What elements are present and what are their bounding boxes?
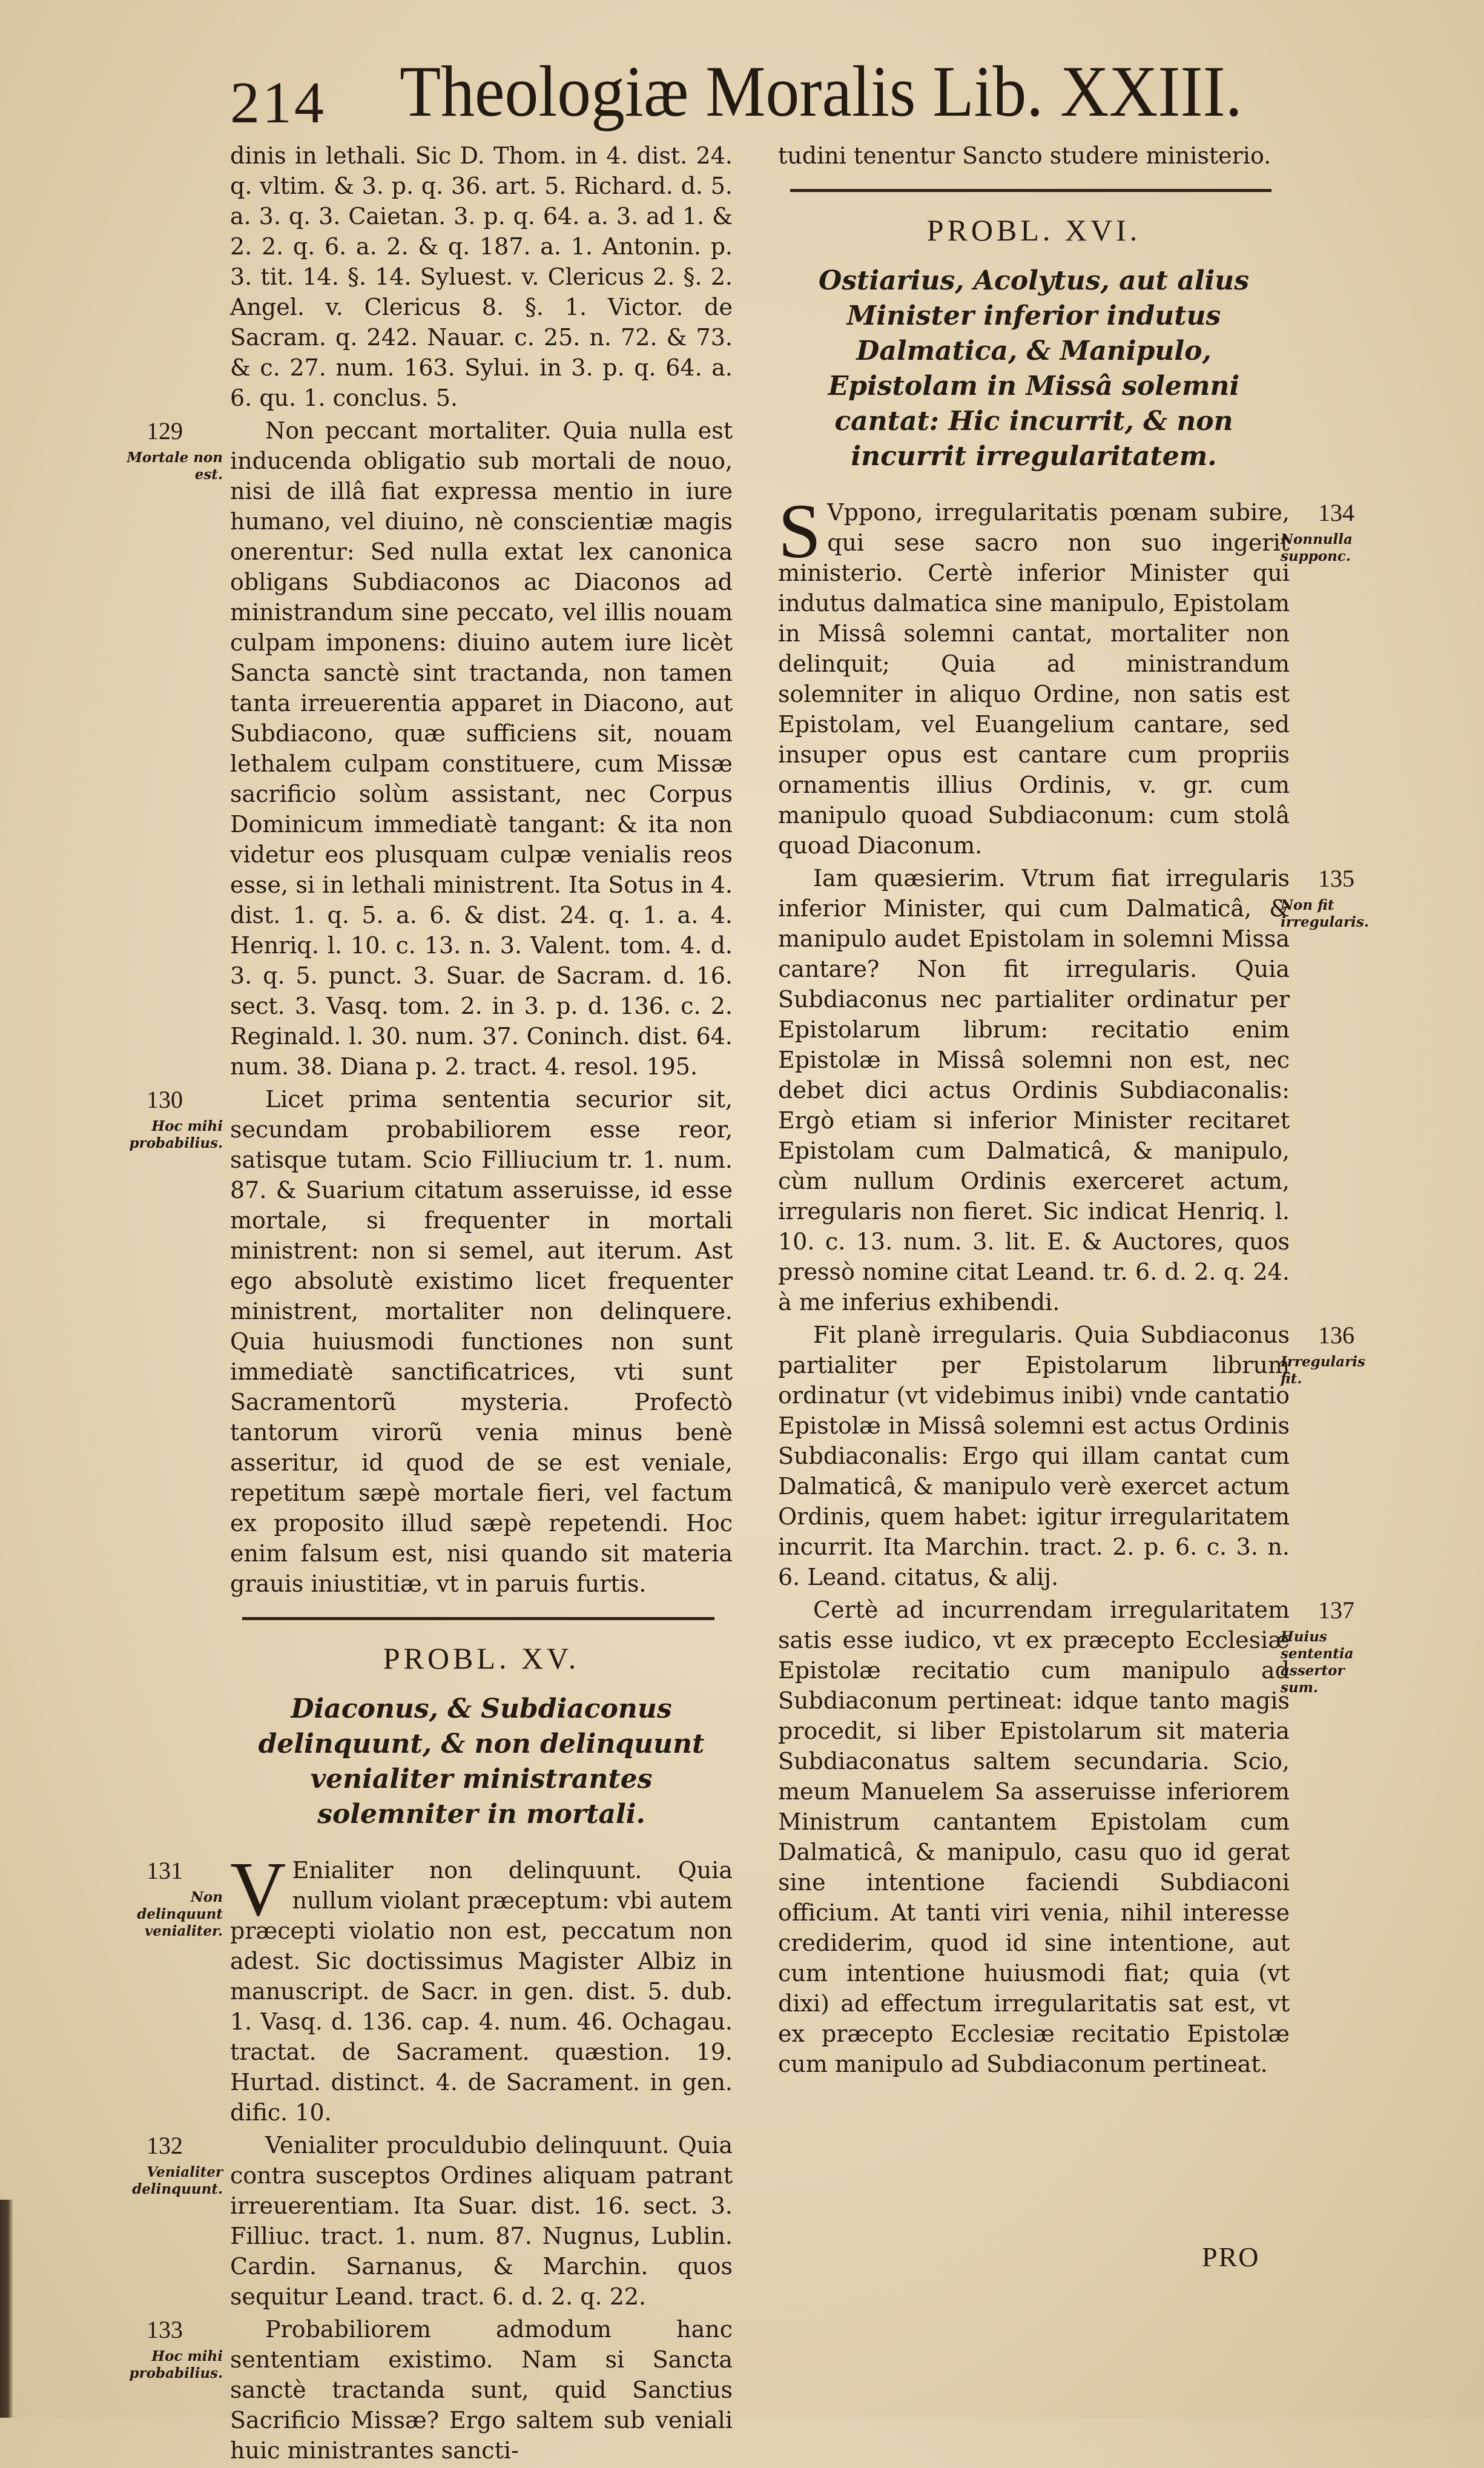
margin-note: Venialiter delinquunt. — [132, 2164, 223, 2197]
problem-heading: PROBL. XV. — [383, 1641, 580, 1675]
paragraph-128-continuation — [230, 141, 733, 413]
paragraph-text: Fit planè irregularis. Quia Subdiaconus partialiter per Epistolarum librum ordinatur (vt videbimus inibi) vnde cantatio Epistolæ in Missâ solemni est actus Ordinis Subdiaconalis: Ergo qui illam cantat cum Dalmaticâ, & manipulo verè exercet actum Ordinis, quem habet: igitur irregularitatem incurrit. Ita Marchin. tract. 2. p. 6. c. 3. n. 6. Leand. citatus, & alij. — [778, 1322, 1290, 1590]
margin-note: Hoc mihi probabilius. — [129, 2348, 223, 2381]
paragraph-number: 137 — [1318, 1596, 1354, 1624]
paragraph-text: tudini tenentur Sancto studere ministerio. — [778, 142, 1271, 169]
paragraph-129 — [127, 415, 733, 1082]
paragraph-133 — [129, 2314, 733, 2466]
paragraph-body: Enialiter non delinquunt. Quia nullum violant præceptum: vbi autem præcepti violatio non est, peccatum non adest. Sic doctissimus Magister Albiz in manuscript. de Sacr. in gen. dist. 5. dub. 1. Vasq. d. 136. cap. 4. num. 46. Ochagau. tractat. de Sacrament. quæstion. 19. Hurtad. distinct. 4. de Sacrament. in gen. dific. 10. — [230, 1857, 733, 2126]
paragraph-133-continuation — [778, 141, 1290, 171]
paragraph-text — [778, 488, 1290, 861]
paragraph-134 — [778, 488, 1354, 861]
paragraph-text — [230, 1846, 733, 2128]
paragraph-number: 129 — [147, 417, 183, 445]
page-edge-shadow — [0, 2200, 13, 2418]
paragraph-135 — [778, 863, 1369, 1317]
paragraph-130 — [129, 1084, 733, 1599]
right-column — [778, 141, 1369, 2082]
paragraph-number: 133 — [147, 2316, 183, 2343]
paragraph-132 — [132, 2130, 733, 2312]
paragraph-text: Iam quæsierim. Vtrum fiat irregularis inferior Minister, qui cum Dalmaticâ, & manipulo audet Epistolam in solemni Missa cantare? Non fit irregularis. Quia Subdiaconus nec partialiter ordinatur per Epistolarum librum: recitatio enim Epistolæ in Missâ solemni non est, nec debet dici actus Ordinis Subdiaconalis: Ergò etiam si inferior Minister recitaret Epistolam cum Dalmaticâ, & manipulo, cùm nullum Ordinis exerceret actum, irregularis non fieret. Sic indicat Henriq. l. 10. c. 13. num. 3. lit. E. & Auctores, quos pressò nomine citat Leand. tr. 6. d. 2. q. 24. à me inferius exhibendi. — [778, 865, 1290, 1315]
margin-note: Irregularis fit. — [1281, 1354, 1365, 1387]
paragraph-137 — [778, 1595, 1354, 2079]
paragraph-text: dinis in lethali. Sic D. Thom. in 4. dist. 24. q. vltim. & 3. p. q. 36. art. 5. Richard. d. 5. a. 3. q. 3. Caietan. 3. p. q. 64. a. 3. ad 1. & 2. 2. q. 6. a. 2. & q. 187. a. 1. Antonin. p. 3. tit. 14. §. 14. Syluest. v. Clericus 2. §. 2. Angel. v. Clericus 8. §. 1. Victor. de Sacram. q. 242. Nauar. c. 25. n. 72. & 73. & c. 27. num. 163. Sylui. in 3. p. q. 64. a. 6. qu. 1. conclus. 5. — [230, 142, 733, 411]
problem-subtitle: Diaconus, & Subdiaconus delinquunt, & non delinquunt venialiter ministrantes solemniter in mortali. — [258, 1693, 705, 1830]
paragraph-number: 132 — [147, 2132, 183, 2159]
paragraph-text: Non peccant mortaliter. Quia nulla est inducenda obligatio sub mortali de nouo, nisi de illâ fiat expressa mentio in iure humano, vel diuino, nè conscientiæ magis onerentur: Sed nulla extat lex canonica obligans Subdiaconos ac Diaconos ad ministrandum sine peccato, vel illis nouam culpam imponens: diuino autem iure licèt Sancta sanctè sint tractanda, non tamen tanta irreuerentia apparet in Diacono, aut Subdiacono, quæ sufficiens sit, nouam lethalem culpam constituere, cum Missæ sacrificio solùm assistant, nec Corpus Dominicum immediatè tangant: & ita non videtur eos plusquam culpæ venialis reos esse, si in lethali ministrent. Ita Sotus in 4. dist. 1. q. 5. a. 6. & dist. 24. q. 1. a. 4. Henriq. l. 10. c. 13. n. 3. Valent. tom. 4. d. 3. q. 5. punct. 3. Suar. de Sacram. d. 16. sect. 3. Vasq. tom. 2. in 3. p. d. 136. c. 2. Reginald. l. 30. num. 37. Coninch. dist. 64. num. 38. Diana p. 2. tract. 4. resol. 195. — [230, 417, 733, 1080]
margin-note: Non delinquunt venialiter. — [137, 1889, 223, 1939]
running-title: Theologiæ Moralis Lib. XXIII. — [400, 51, 1242, 131]
paragraph-body: Vppono, irregularitatis pœnam subire, qui sese sacro non suo ingerit ministerio. Certè inferior Minister qui indutus dalmatica sine manipulo, Epistolam in Missâ solemni cantat, mortaliter non delinquit; Quia ad ministrandum solemniter in aliquo Ordine, non satis est Epistolam, vel Euangelium cantare, sed insuper opus est cantare cum propriis ornamentis illius Ordinis, v. gr. cum manipulo quoad Subdiaconum: cum stolâ quoad Diaconum. — [778, 499, 1290, 859]
paragraph-136 — [778, 1320, 1365, 1592]
paragraph-number: 135 — [1318, 865, 1354, 892]
margin-note: Non fit irregularis. — [1281, 897, 1369, 930]
section-divider — [790, 189, 1271, 192]
problem-subtitle: Ostiarius, Acolytus, aut alius Minister inferior indutus Dalmatica, & Manipulo, Epistolam in Missâ solemni cantat: Hic incurrit, & non incurrit irregularitatem. — [818, 265, 1250, 472]
margin-note: Huius sententia assertor sum. — [1281, 1629, 1354, 1696]
left-column — [127, 141, 733, 2468]
paragraph-131 — [137, 1846, 733, 2128]
margin-note: Hoc mihi probabilius. — [129, 1118, 223, 1151]
paragraph-number: 131 — [147, 1857, 183, 1884]
paragraph-text: Venialiter proculdubio delinquunt. Quia contra susceptos Ordines aliquam patrant irreuerentiam. Ita Suar. dist. 16. sect. 3. Filliuc. tract. 1. num. 87. Nugnus, Lublin. Cardin. Sarnanus, & Marchin. quos sequitur Leand. tract. 6. d. 2. q. 22. — [230, 2132, 733, 2310]
paragraph-number: 136 — [1318, 1322, 1354, 1349]
problem-heading: PROBL. XVI. — [926, 213, 1141, 247]
paragraph-number: 134 — [1318, 499, 1354, 526]
section-divider — [242, 1617, 714, 1620]
paragraph-text: Certè ad incurrendam irregularitatem satis esse iudico, vt ex præcepto Ecclesiæ Epistolæ recitatio cum manipulo ad Subdiaconum pertineat: idque tanto magis procedit, si liber Epistolarum sit materia Subdiaconatus saltem secundaria. Scio, meum Manuelem Sa asseruisse inferiorem Ministrum cantantem Epistolam cum Dalmaticâ, & manipulo, casu quo id gerat sine intentione faciendi Subdiaconi officium. At tanti viri venia, nihil interesse crediderim, quod id sine intentione, aut cum intentione huiusmodi fiat; quia (vt dixi) ad effectum irregularitatis sat est, vt ex præcepto Ecclesiæ recitatio Epistolæ cum manipulo ad Subdiaconum pertineat. — [778, 1596, 1290, 2077]
paragraph-text: Probabiliorem admodum hanc sententiam existimo. Nam si Sancta sanctè tractanda sunt, quid Sanctius Sacrificio Missæ? Ergo saltem sub veniali huic ministrantes sancti- — [230, 2316, 733, 2464]
paragraph-text: Licet prima sententia securior sit, secundam probabiliorem esse reor, satisque tutam. Scio Filliucium tr. 1. num. 87. & Suarium citatum asseruisse, id esse mortale, si frequenter in mortali ministrent: non si semel, aut iterum. Ast ego absolutè existimo licet frequenter ministrent, mortaliter non delinquere. Quia huiusmodi functiones non sunt immediatè sanctificatrices, vti sunt Sacramentorũ mysteria. Profectò tantorum virorũ venia minus benè asseritur, id quod de se est veniale, repetitum sæpè mortale fieri, vel factum ex proposito illud sæpè repetendi. Hoc enim falsum est, nisi quando sit materia grauis iniustitiæ, vt in paruis furtis. — [230, 1086, 733, 1597]
drop-cap: V — [230, 1846, 286, 1932]
paragraph-number: 130 — [147, 1086, 183, 1113]
margin-note: Nonnulla supponc. — [1281, 531, 1353, 564]
catchword: PRO — [1202, 2241, 1260, 2272]
drop-cap: S — [778, 488, 822, 574]
margin-note: Mortale non est. — [127, 449, 223, 483]
page-number: 214 — [230, 70, 326, 136]
